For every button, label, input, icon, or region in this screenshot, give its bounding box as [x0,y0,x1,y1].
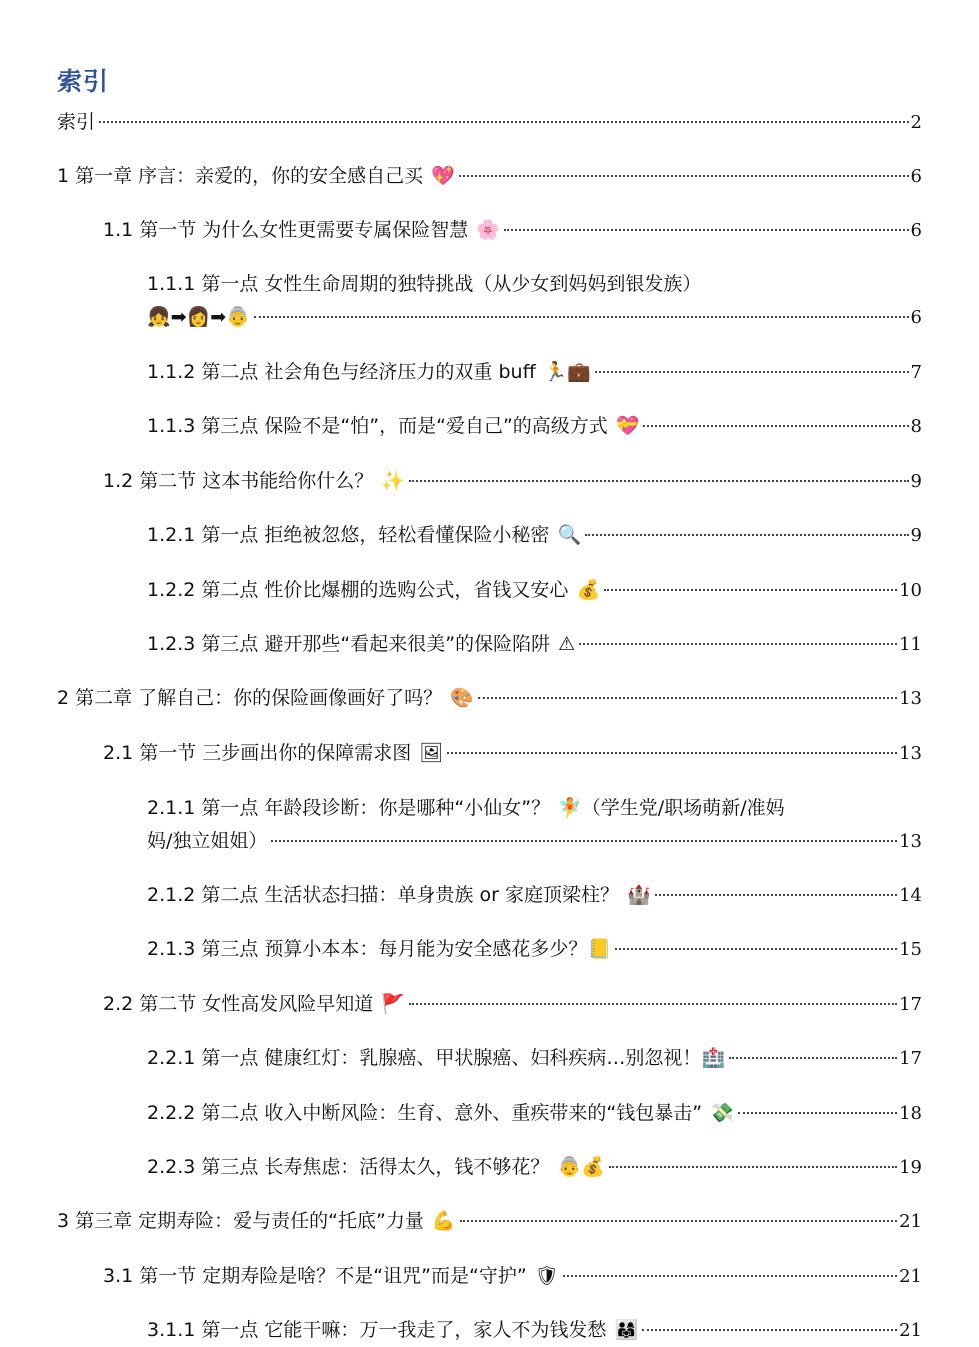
toc-entry-text: 1.2.1 第一点 拒绝被忽悠，轻松看懂保险小秘密 [147,524,550,546]
dot-leader [579,643,897,645]
toc-page-number: 9 [910,471,922,492]
toc-entry-text: 1 第一章 序言：亲爱的，你的安全感自己买 [57,165,424,187]
dot-leader [604,589,897,591]
toc-heading: 索引 [57,67,110,96]
toc-entry-text: （学生党/职场萌新/准妈 [581,797,785,819]
sparkling-heart-icon: 💖 [431,165,455,187]
toc-entry-text: 3.1 第一节 定期寿险是啥？不是“诅咒”而是“守护” [103,1265,527,1287]
toc-entry-text: 2.2.1 第一点 健康红灯：乳腺癌、甲状腺癌、妇科疾病…别忽视！ [147,1047,702,1069]
runner-icon: 🏃 [543,361,568,383]
toc-entry-text: 1.2.2 第二点 性价比爆棚的选购公式，省钱又安心 [147,579,569,601]
toc-entry-1-1-1[interactable] [147,268,922,334]
toc-entry-1-1-2[interactable] [147,356,922,389]
dot-leader [99,121,909,123]
toc-entry-text: 2 第二章 了解自己：你的保险画像画好了吗？ [57,687,443,709]
red-flag-icon: 🚩 [381,993,405,1015]
old-woman-icon: 👵 [557,1156,582,1178]
dot-leader [609,1166,897,1168]
dot-leader [409,480,909,482]
toc-entry-3-1[interactable] [103,1260,922,1293]
toc-page-number: 6 [910,220,922,241]
toc-entry-2-1[interactable] [103,737,922,770]
toc-page-number: 17 [899,994,922,1015]
toc-entry-2-2-3[interactable] [147,1151,922,1184]
toc-entry-3-1-1[interactable] [147,1314,922,1347]
dot-leader [271,840,897,842]
castle-icon: 🏰 [626,884,651,906]
toc-page-number: 19 [899,1157,922,1178]
toc-entry-text: 3.1.1 第一点 它能干嘛：万一我走了，家人不为钱发愁 [147,1319,607,1341]
shield-icon: 🛡 [534,1265,559,1287]
toc-entry-text: 3 第三章 定期寿险：爱与责任的“托底”力量 [57,1210,424,1232]
dot-leader [460,1220,898,1222]
toc-entry-2-2[interactable] [103,988,922,1021]
toc-entry-text: 索引 [57,111,96,133]
toc-entry-chapter-2[interactable] [57,682,922,715]
toc-page-number: 17 [899,1048,922,1069]
toc-entry-text: 2.1 第一节 三步画出你的保障需求图 [103,742,412,764]
toc-entry-text: 妈/独立姐姐） [147,830,268,852]
dot-leader [459,175,909,177]
dot-leader [643,425,908,427]
toc-page-number: 7 [910,362,922,383]
money-with-wings-icon: 💸 [710,1102,734,1124]
dot-leader [729,1057,897,1059]
toc-entry-2-2-2[interactable] [147,1097,922,1130]
heart-ribbon-icon: 💝 [615,415,640,437]
arrow-right-icon: ➡ [170,306,187,328]
toc-entry-text: 2.1.2 第二点 生活状态扫描：单身贵族 or 家庭顶梁柱？ [147,884,619,906]
dot-leader [504,229,909,231]
girl-icon: 👧 [147,306,171,328]
flexed-biceps-icon: 💪 [431,1210,456,1232]
framed-picture-icon: 🖼 [419,742,444,764]
sparkles-icon: ✨ [381,470,405,492]
toc-page-number: 18 [899,1103,922,1124]
toc-entry-1-2-1[interactable] [147,519,922,552]
toc-page-number: 21 [899,1266,922,1287]
arrow-right-icon: ➡ [210,306,227,328]
toc-entry-1-1[interactable] [103,214,922,247]
toc-entry-text: 2.1.1 第一点 年龄段诊断：你是哪种“小仙女”？ [147,797,551,819]
toc-page-number: 6 [910,307,922,328]
notebook-icon: 📒 [587,938,612,960]
toc-page-number: 8 [910,416,922,437]
toc-entry-1-1-3[interactable] [147,410,922,443]
toc-entry-1-2[interactable] [103,465,922,498]
toc-page-number: 2 [910,112,922,133]
toc-entry-2-2-1[interactable] [147,1042,922,1075]
toc-entry-2-1-3[interactable] [147,933,922,966]
briefcase-icon: 💼 [567,361,592,383]
toc-entry-text: 1.2 第二节 这本书能给你什么？ [103,470,374,492]
toc-page-number: 11 [899,634,922,655]
toc-entry-text: 2.2.2 第二点 收入中断风险：生育、意外、重疾带来的“钱包暴击” [147,1102,703,1124]
dot-leader [447,752,897,754]
dot-leader [595,371,909,373]
dot-leader [642,1329,897,1331]
toc-entry-chapter-3[interactable] [57,1205,922,1238]
toc-entry-text: 1.2.3 第三点 避开那些“看起来很美”的保险陷阱 [147,633,551,655]
magnifier-icon: 🔍 [557,524,582,546]
toc-page-number: 13 [899,743,922,764]
fairy-icon: 🧚 [558,797,582,819]
dot-leader [655,894,897,896]
toc-entry-text: 2.1.3 第三点 预算小本本：每月能为安全感花多少？ [147,938,588,960]
toc-entry-index[interactable] [57,106,922,139]
toc-entry-text: 1.1.1 第一点 女性生命周期的独特挑战（从少女到妈妈到银发族） [147,273,702,295]
toc-entry-1-2-3[interactable] [147,628,922,661]
old-woman-icon: 👵 [226,306,250,328]
family-icon: 👨‍👩‍👧 [614,1319,639,1341]
toc-page-number: 9 [910,525,922,546]
toc-page-number: 6 [910,166,922,187]
hospital-icon: 🏥 [701,1047,726,1069]
warning-icon: ⚠ [558,633,576,655]
money-bag-icon: 💰 [581,1156,605,1178]
money-bag-icon: 💰 [576,579,601,601]
palette-icon: 🎨 [450,687,474,709]
toc-page-number: 10 [899,580,922,601]
toc-page-number: 13 [899,688,922,709]
dot-leader [254,316,909,318]
toc-page-number: 14 [899,885,922,906]
toc-entry-1-2-2[interactable] [147,574,922,607]
toc-page-number: 21 [899,1320,922,1341]
dot-leader [563,1275,897,1277]
cherry-blossom-icon: 🌸 [476,219,500,241]
toc-page-number: 21 [899,1211,922,1232]
dot-leader [738,1112,897,1114]
dot-leader [478,697,897,699]
toc-entry-text: 2.2.3 第三点 长寿焦虑：活得太久，钱不够花？ [147,1156,550,1178]
woman-icon: 👩 [186,306,211,328]
dot-leader [409,1003,897,1005]
toc-entry-text: 1.1 第一节 为什么女性更需要专属保险智慧 [103,219,469,241]
toc-entry-chapter-1[interactable] [57,160,922,193]
toc-page-number: 15 [899,939,922,960]
toc-entry-2-1-2[interactable] [147,879,922,912]
toc-entry-text: 1.1.2 第二点 社会角色与经济压力的双重 buff [147,361,536,383]
toc-entry-text: 1.1.3 第三点 保险不是“怕”，而是“爱自己”的高级方式 [147,415,608,437]
toc-entry-2-1-1[interactable] [147,792,922,858]
dot-leader [585,534,908,536]
dot-leader [615,948,897,950]
toc-entry-text: 2.2 第二节 女性高发风险早知道 [103,993,374,1015]
toc-page-number: 13 [899,831,922,852]
